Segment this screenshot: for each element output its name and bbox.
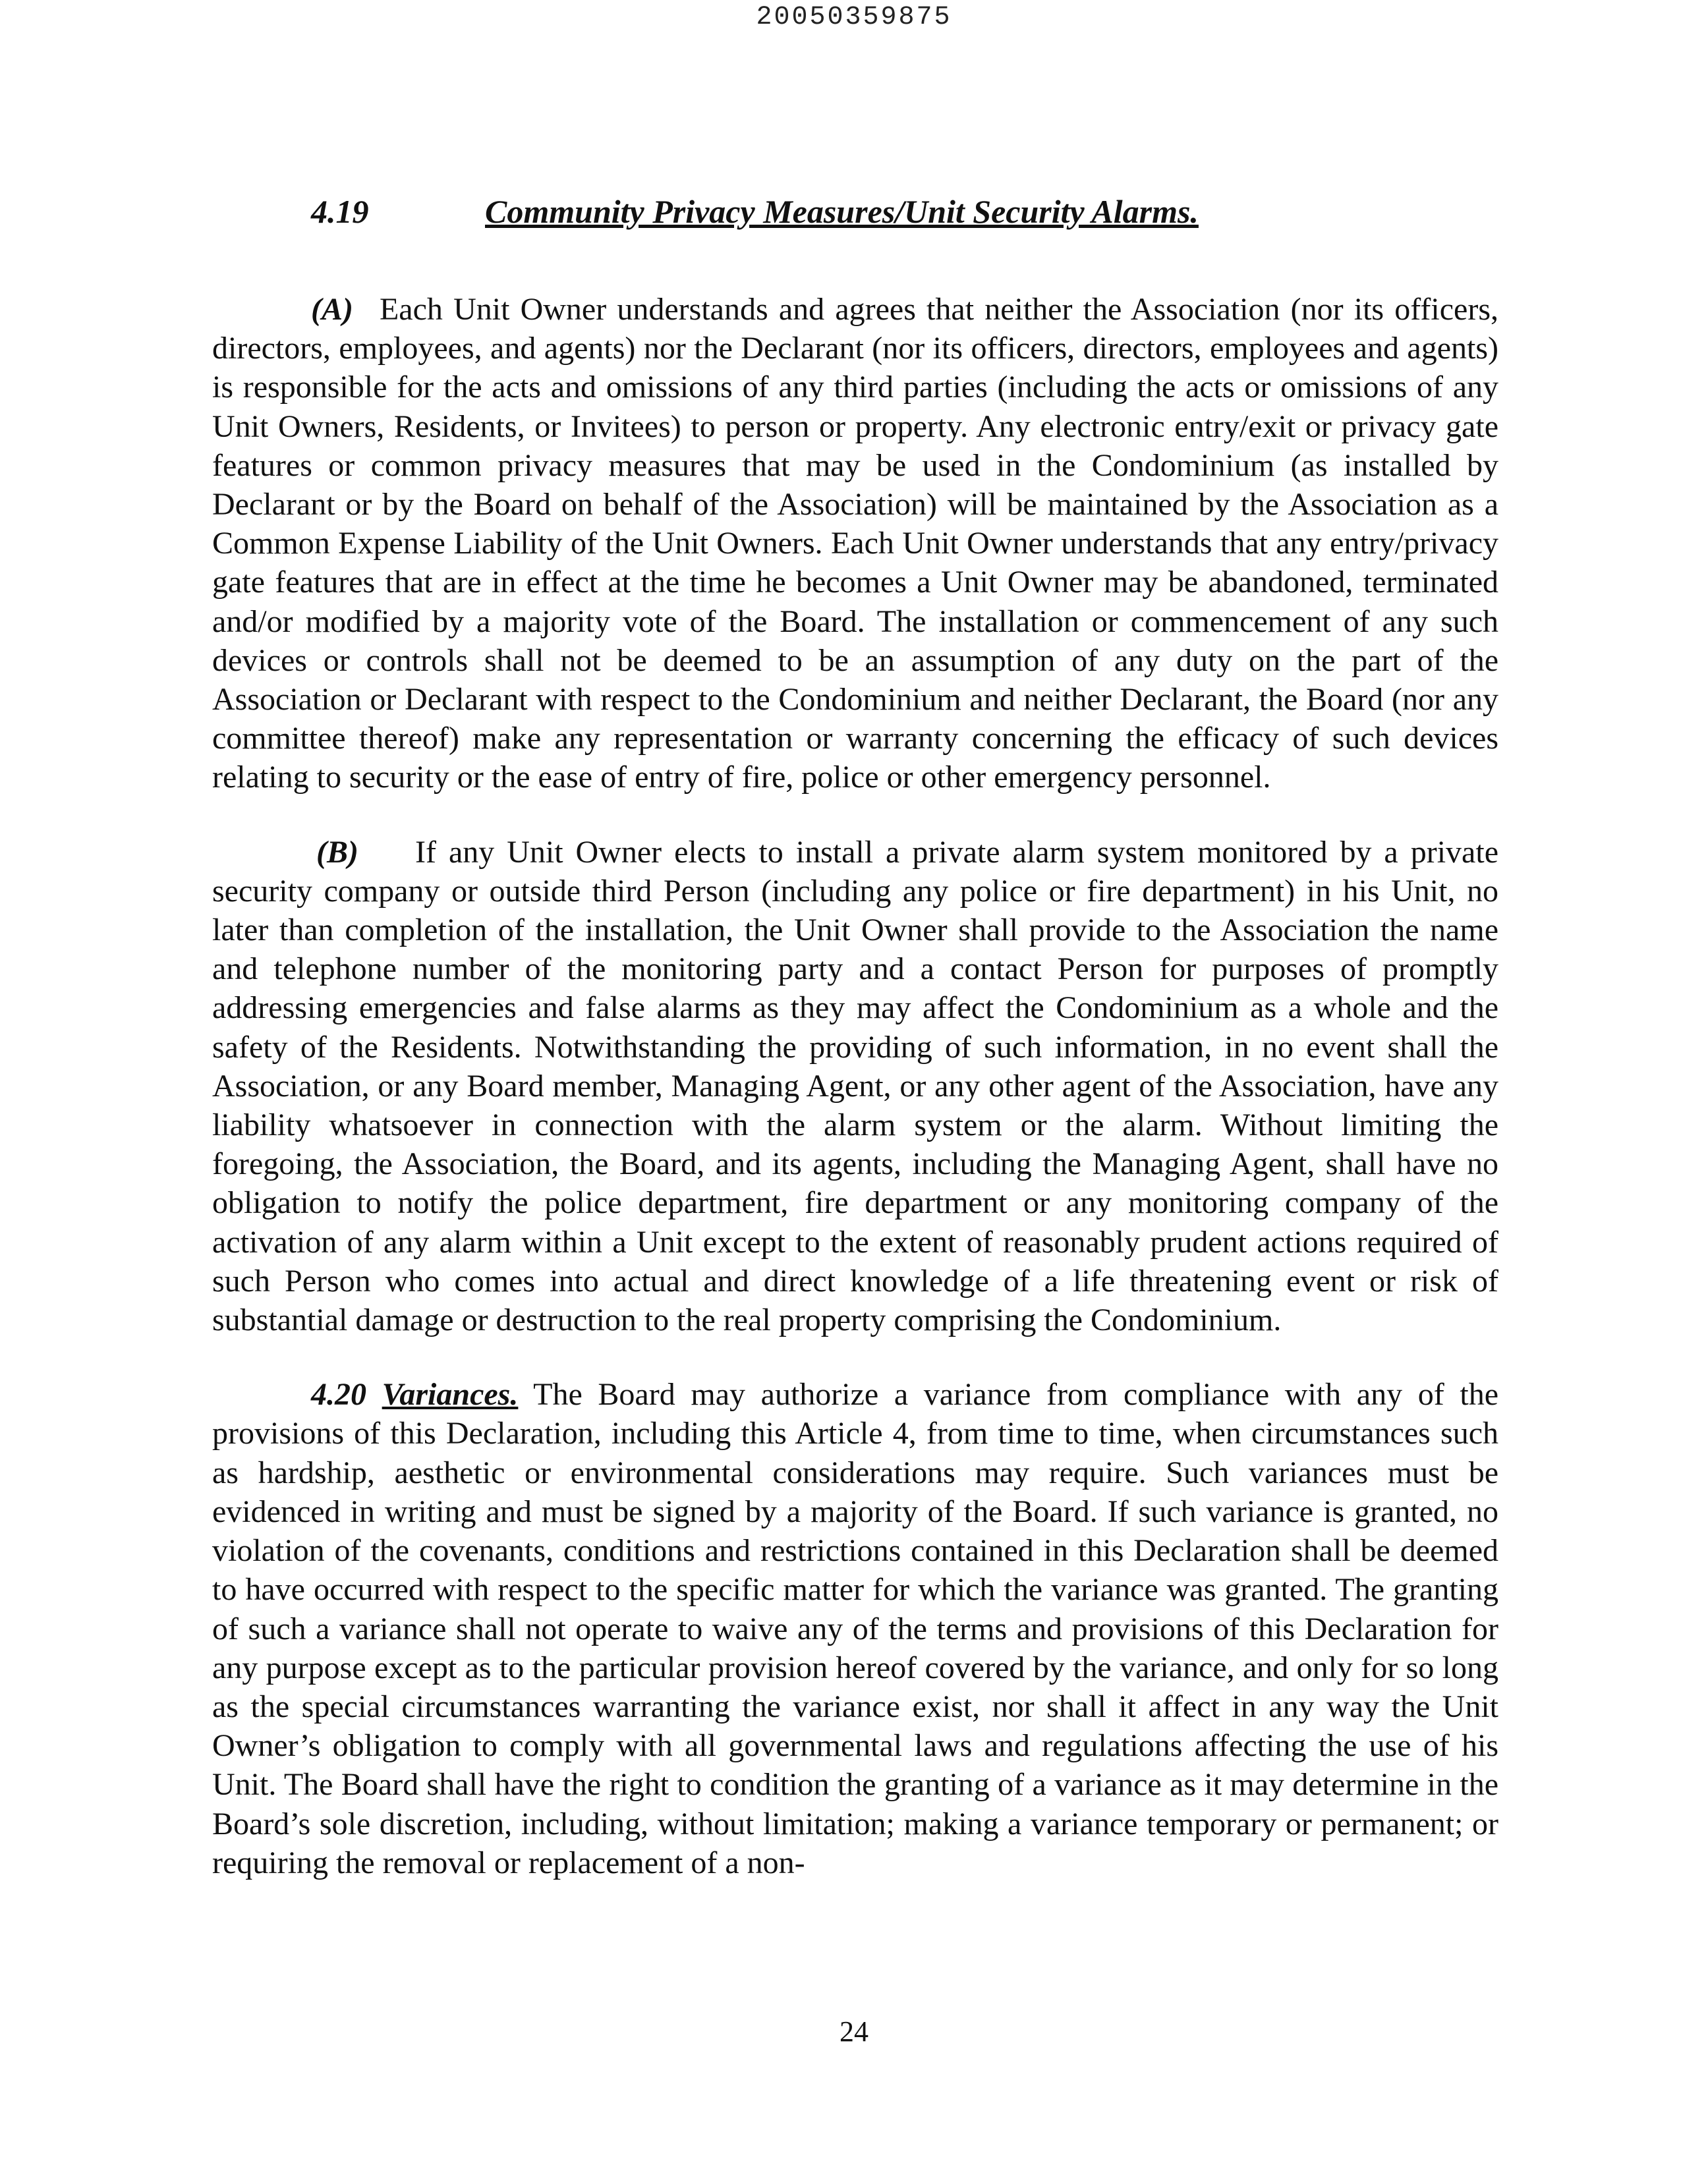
paragraph-b-text: If any Unit Owner elects to install a private alarm system monitored by a private security company or outside third Person (including any police or fire department) in his Unit, no later than completion of the installation, the Unit Owner shall provide to the Association the name and telephone number of the monitoring party and a contact Person for purposes of promptly addressing emergencies and false alarms as they may affect the Condominium as a whole and the safety of the Residents. Notwithstanding the providing of such information, in no event shall the Association, or any Board member, Managing Agent, or any other agent of the Association, have any liability whatsoever in connection with the alarm system or the alarm. Without limiting the foregoing, the Association, the Board, and its agents, including the Managing Agent, shall have no obligation to notify the police department, fire department or any monitoring company of the activation of any alarm within a Unit except to the extent of reasonably prudent actions required of such Person who comes into actual and direct knowledge of a life threatening event or risk of substantial damage or destruction to the real property comprising the Condominium. — [212, 834, 1498, 1338]
section-4-20-number: 4.20 — [311, 1377, 366, 1413]
paragraph-a — [212, 290, 1498, 797]
section-4-20-title: Variances. — [382, 1377, 519, 1413]
section-4-19-title: Community Privacy Measures/Unit Security Alarms. — [485, 193, 1199, 230]
section-4-19-heading — [311, 188, 1498, 235]
section-4-19-number: 4.19 — [311, 193, 369, 230]
document-id: 20050359875 — [756, 3, 952, 32]
page-number: 24 — [840, 2015, 868, 2048]
section-4-20-text: The Board may authorize a variance from compliance with any of the provisions of this Declaration, including this Article 4, from time to time, when circumstances such as hardship, aesthetic or environmental considerations may require. Such variances must be evidenced in writing and must be signed by a majority of the Board. If such variance is granted, no violation of the covenants, conditions and restrictions contained in this Declaration shall be deemed to have occurred with respect to the specific matter for which the variance was granted. The granting of such a variance shall not operate to waive any of the terms and provisions of this Declaration for any purpose except as to the particular provision hereof covered by the variance, and only for so long as the special circumstances warranting the variance exist, nor shall it affect in any way the Unit Owner’s obligation to comply with all governmental laws and regulations affecting the use of his Unit. The Board shall have the right to condition the granting of a variance as it may determine in the Board’s sole discretion, including, without limitation; making a variance temporary or permanent; or requiring the removal or replacement of a non- — [212, 1377, 1499, 1880]
paragraph-b — [212, 833, 1498, 1340]
paragraph-a-label: (A) — [311, 292, 353, 327]
section-4-20-heading — [311, 1377, 518, 1412]
paragraph-b-label: (B) — [316, 834, 358, 870]
page-content — [212, 188, 1498, 1918]
section-4-20-paragraph — [212, 1375, 1498, 1882]
paragraph-a-text: Each Unit Owner understands and agrees that neither the Association (nor its officers, directors, employees, and agents) nor the Declarant (nor its officers, directors, employees and agents) is responsible for the acts and omissions of any third parties (including the acts or omissions of any Unit Owners, Residents, or Invitees) to person or property. Any electronic entry/exit or privacy gate features or common privacy measures that may be used in the Condominium (as installed by Declarant or by the Board on behalf of the Association) will be maintained by the Association as a Common Expense Liability of the Unit Owners. Each Unit Owner understands that any entry/privacy gate features that are in effect at the time he becomes a Unit Owner may be abandoned, terminated and/or modified by a majority vote of the Board. The installation or commencement of any such devices or controls shall not be deemed to be an assumption of any duty on the part of the Association or Declarant with respect to the Condominium and neither Declarant, the Board (nor any committee thereof) make any representation or warranty concerning the efficacy of such devices relating to security or the ease of entry of fire, police or other emergency personnel. — [212, 292, 1498, 795]
